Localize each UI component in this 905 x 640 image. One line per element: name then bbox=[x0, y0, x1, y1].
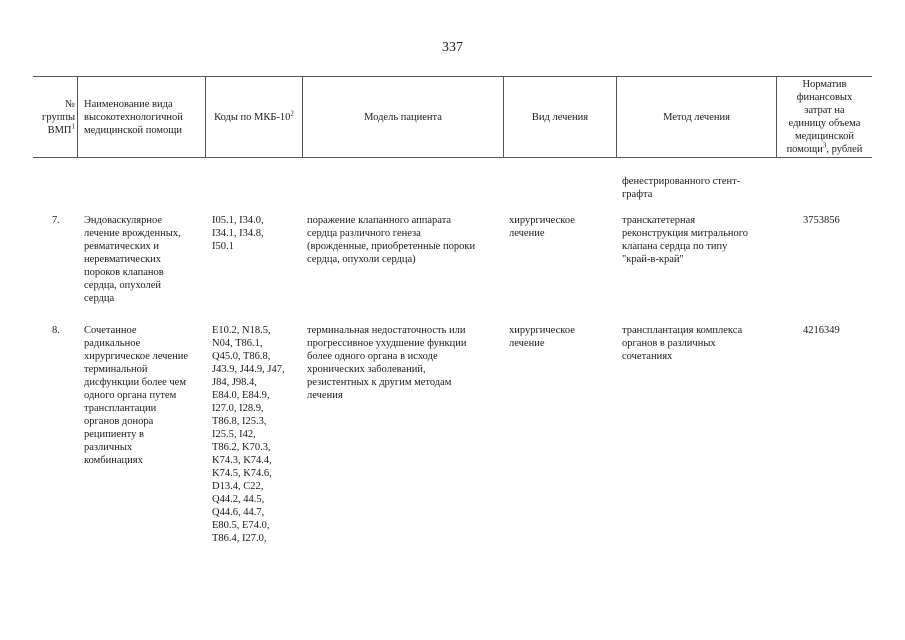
row-8-treatment-method: трансплантация комплекса органов в различных сочетаниях bbox=[622, 325, 743, 362]
row-8-care-name: Сочетанное радикальное хирургическое лечение терминальной дисфункции более чем одного органа путем трансплантации органов донора реципиенту в различных комбинациях bbox=[84, 325, 188, 466]
header-treatment-type: Вид лечения bbox=[504, 77, 617, 157]
row-8-icd-codes: E10.2, N18.5, N04, T86.1, Q45.0, T86.8, J43.9, J44.9, J47, J84, J98.4, E84.0, E84.9, I27.0, I28.9, T86.8, I25.3, I25.5, I42, T86.2, K70.3, K74.3, K74.4, K74.5, K74.6, D13.4, C22, Q44.2, 44.5, Q44.6, 44.7, E80.5, E74.0, T86.4, I27.0, bbox=[212, 325, 285, 544]
header-group-number: № группы ВМП$^1$ bbox=[33, 77, 78, 157]
header-cost-standard: Норматив финансовых затрат на единицу объема медицинской помощи$^3$, рублей bbox=[786, 79, 863, 155]
header-patient-model: Модель пациента bbox=[303, 77, 504, 157]
row-7-treatment-type: хирургическое лечение bbox=[509, 215, 575, 239]
header-care-type-name: Наименование вида высокотехнологичной медицинской помощи bbox=[78, 77, 206, 157]
row-8-patient-model: терминальная недостаточность или прогрессивное ухудшение функции более одного органа в исходе хронических заболеваний, резистентных к другим методам лечения bbox=[307, 325, 467, 401]
row-8-treatment-type: хирургическое лечение bbox=[509, 325, 575, 349]
row-7-number: 7. bbox=[52, 215, 60, 226]
row-7-treatment-method: транскатетерная реконструкция митрального клапана сердца по типу "край-в-край" bbox=[622, 215, 749, 265]
header-treatment-method: Метод лечения bbox=[617, 77, 777, 157]
row-8-number: 8. bbox=[52, 325, 60, 336]
row-7-cost: 3753856 bbox=[803, 215, 840, 226]
continued-method-text: фенестрированного стент- графта bbox=[622, 176, 741, 200]
row-8-cost: 4216349 bbox=[803, 325, 840, 336]
table-header-bottom-rule bbox=[33, 157, 872, 158]
row-7-care-name: Эндоваскулярное лечение врожденных, ревматических и неревматических пороков клапанов сердца, опухолей сердца bbox=[84, 215, 181, 304]
row-7-icd-codes: I05.1, I34.0, I34.1, I34.8, I50.1 bbox=[212, 215, 264, 252]
row-7-patient-model: поражение клапанного аппарата сердца различного генеза (врожденные, приобретенные пороки сердца, опухоли сердца) bbox=[307, 215, 476, 265]
page-number: 337 bbox=[442, 40, 463, 55]
header-icd-codes: Коды по МКБ-$10^2$ bbox=[206, 77, 303, 157]
